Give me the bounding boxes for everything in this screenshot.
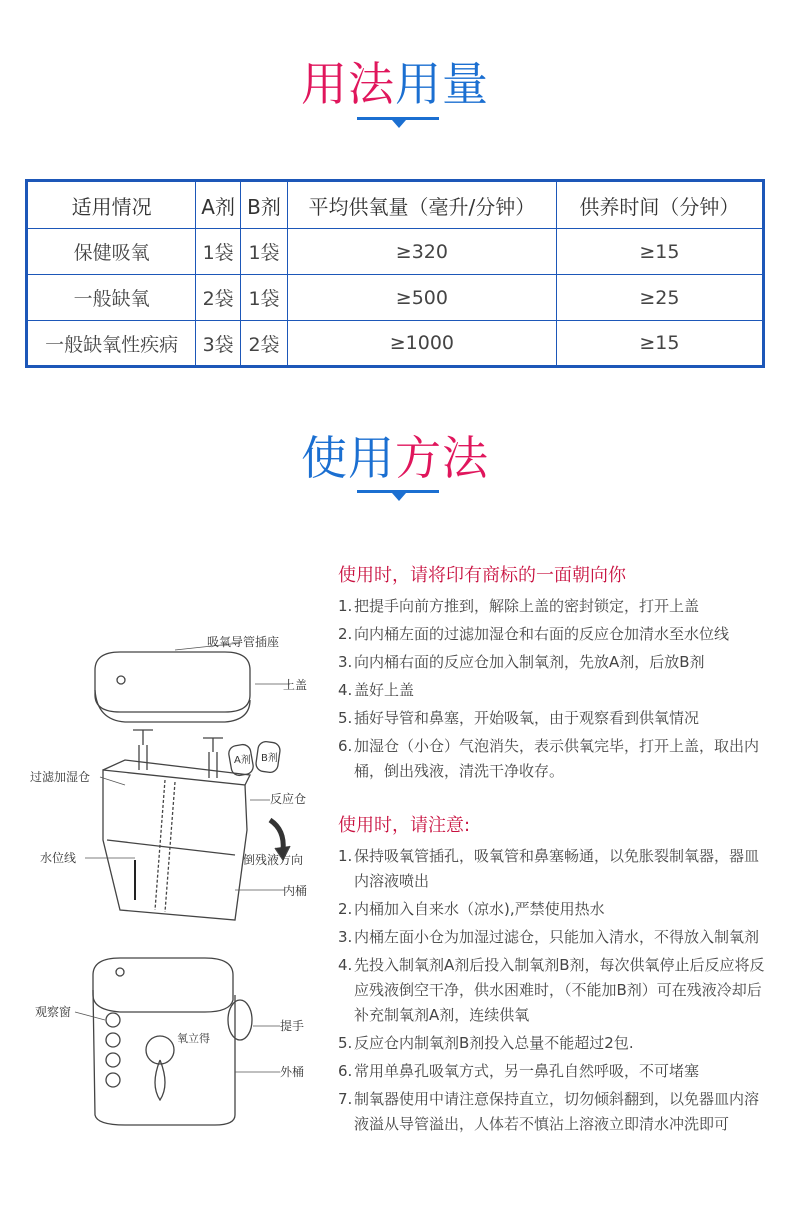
label-inner-bucket: 内桶 [283, 884, 308, 898]
table-row [27, 229, 764, 275]
table-cell: 一般缺氧 [27, 275, 196, 321]
instructions-list [338, 594, 768, 787]
table-cell: ≥25 [556, 275, 763, 321]
notes-heading: 使用时，请注意: [338, 815, 471, 836]
label-window: 观察窗 [35, 1005, 72, 1019]
table-cell: 2袋 [241, 321, 288, 367]
table-cell: 保健吸氧 [27, 229, 196, 275]
oxygen-generator-drawing [25, 620, 325, 1140]
list-item: 6. 加湿仓（小仓）气泡消失，表示供氧完毕，打开上盖，取出内桶，倒出残液，清洗干净收存。 [338, 737, 760, 780]
table-cell: 一般缺氧性疾病 [27, 321, 196, 367]
label-tube-socket: 吸氧导管插座 [207, 635, 280, 649]
list-item: 4. 盖好上盖 [338, 681, 415, 699]
label-b-agent: B剂 [261, 753, 278, 764]
table-cell: ≥15 [556, 321, 763, 367]
label-a-agent: A剂 [234, 755, 251, 766]
title-part2: 用量 [395, 57, 489, 111]
table-header: 供养时间（分钟） [556, 181, 763, 229]
notes-list [338, 844, 768, 1140]
table-cell: 3袋 [196, 321, 241, 367]
table-cell: 1袋 [196, 229, 241, 275]
list-item: 3. 内桶左面小仓为加湿过滤仓，只能加入清水，不得放入制氧剂 [338, 928, 760, 946]
table-cell: ≥1000 [287, 321, 556, 367]
label-handle: 提手 [280, 1019, 305, 1033]
list-item: 2. 内桶加入自来水（凉水),严禁使用热水 [338, 900, 605, 918]
title-decoration [357, 490, 439, 493]
instructions-heading: 使用时，请将印有商标的一面朝向你 [338, 565, 626, 586]
table-cell: 1袋 [241, 229, 288, 275]
table-cell: 1袋 [241, 275, 288, 321]
title-decoration [357, 117, 439, 120]
table-header: 平均供氧量（毫升/分钟） [287, 181, 556, 229]
table-cell: ≥320 [287, 229, 556, 275]
table-header: A剂 [196, 181, 241, 229]
table-cell: ≥15 [556, 229, 763, 275]
brand-logo: 氧立得 [177, 1032, 210, 1045]
list-item: 1. 把提手向前方推到，解除上盖的密封锁定，打开上盖 [338, 597, 700, 615]
usage-section-title [0, 422, 790, 488]
dosage-table [25, 179, 765, 368]
dosage-section-title [0, 48, 790, 114]
list-item: 1. 保持吸氧管插孔，吸氧管和鼻塞畅通，以免胀裂制氧器，器皿内溶液喷出 [338, 847, 760, 890]
table-header-row [27, 181, 764, 229]
list-item: 6. 常用单鼻孔吸氧方式，另一鼻孔自然呼吸，不可堵塞 [338, 1062, 700, 1080]
title-part1: 用法 [301, 57, 395, 111]
title-part1: 使用 [301, 431, 395, 485]
table-cell: ≥500 [287, 275, 556, 321]
list-item: 4. 先投入制氧剂A剂后投入制氧剂B剂，每次供氧停止后反应将反应残液倒空干净，供水困难时，（不能加B剂）可在残液冷却后补充制氧剂A剂，连续供氧 [338, 956, 765, 1024]
table-row [27, 275, 764, 321]
list-item: 5. 反应仓内制氧剂B剂投入总量不能超过2包. [338, 1034, 634, 1052]
list-item: 2. 向内桶左面的过滤加湿仓和右面的反应仓加清水至水位线 [338, 625, 730, 643]
label-filter-chamber: 过滤加湿仓 [30, 770, 91, 784]
product-diagram [25, 620, 325, 1140]
title-part2: 方法 [395, 431, 489, 485]
table-row [27, 321, 764, 367]
table-header: 适用情况 [27, 181, 196, 229]
list-item: 5. 插好导管和鼻塞，开始吸氧，由于观察看到供氧情况 [338, 709, 700, 727]
label-reaction-chamber: 反应仓 [270, 792, 307, 806]
list-item: 7. 制氧器使用中请注意保持直立，切勿倾斜翻到，以免器皿内溶液溢从导管溢出，人体若不慎沾上溶液立即清水冲洗即可 [338, 1090, 760, 1133]
table-header: B剂 [241, 181, 288, 229]
list-item: 3. 向内桶右面的反应仓加入制氧剂，先放A剂，后放B剂 [338, 653, 705, 671]
table-cell: 2袋 [196, 275, 241, 321]
label-lid: 上盖 [283, 678, 308, 692]
label-outer-bucket: 外桶 [280, 1065, 305, 1079]
label-pour-direction: 倒残液方向 [243, 853, 304, 867]
label-water-line: 水位线 [40, 851, 77, 865]
